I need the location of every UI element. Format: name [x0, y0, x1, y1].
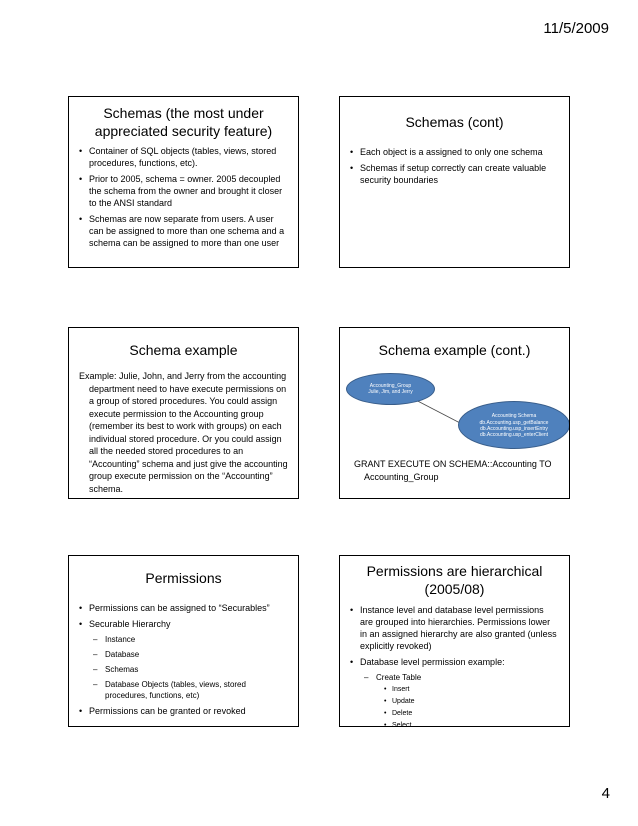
accounting-schema-ellipse — [458, 401, 570, 449]
schema-title: Accounting Schema — [491, 412, 537, 419]
slide-title: Schema example (cont.) — [378, 342, 531, 358]
sub-sub-bullet-item: • Select — [384, 721, 559, 727]
slide-permissions — [68, 555, 299, 727]
sub-bullet-item: – Database Objects (tables, views, stored procedures, functions, etc) — [87, 679, 288, 701]
page-number: 4 — [601, 785, 610, 802]
sub-sub-bullet-item: • Insert — [384, 685, 559, 695]
slide-schemas-cont — [339, 96, 570, 268]
handout-date: 11/5/2009 — [543, 20, 609, 37]
slide-title: Schemas (the most under appreciated security feature) — [94, 105, 273, 139]
bullet-item: • Permissions can be assigned to “Securables” — [79, 602, 288, 614]
bullet-item: • Each object is a assigned to only one schema — [350, 146, 559, 158]
sub-sub-bullet-item: • Delete — [384, 709, 559, 719]
slide-title: Schema example — [129, 342, 238, 358]
slide-title: Schemas (cont) — [405, 114, 504, 130]
schema-item: db.Accounting.usp_insertEntry — [480, 425, 548, 432]
bullet-list — [350, 604, 559, 727]
bullet-item: • Schemas are now separate from users. A user can be assigned to more than one schema and a schema can be assigned to more than one user — [79, 213, 288, 249]
bullet-item: • Prior to 2005, schema = owner. 2005 decoupled the schema from the owner and brought it closer to the ANSI standard — [79, 173, 288, 209]
slide-schema-example-cont — [339, 327, 570, 499]
bullet-item: • Securable Hierarchy — [79, 618, 288, 630]
group-title: Accounting_Group — [369, 383, 412, 389]
accounting-group-ellipse — [346, 373, 435, 405]
slide-schemas — [68, 96, 299, 268]
bullet-item: • Schemas if setup correctly can create valuable security boundaries — [350, 162, 559, 186]
sub-bullet-item: – Instance — [87, 634, 288, 645]
slide-title: Permissions are hierarchical (2005/08) — [366, 563, 543, 597]
schema-item: db.Accounting.usp_enterClient — [479, 431, 549, 438]
sub-sub-bullet-item: • Update — [384, 697, 559, 707]
example-paragraph: Example: Julie, John, and Jerry from the accounting department need to have execute permissions on a group of stored procedures. You could assign execute permission to the Accounting group (remember its best to work with groups) on each individual stored procedure. Or you could assign all the needed stored procedures to an “Accounting” schema and just give the accounting group execute permission on the “Accounting” schema. — [79, 371, 288, 494]
bullet-list — [79, 602, 288, 717]
sub-bullet-item: – Schemas — [87, 664, 288, 675]
schema-item: db.Accounting.usp_getBalance — [479, 419, 549, 426]
bullet-list — [79, 145, 288, 249]
bullet-list — [350, 146, 559, 186]
sub-bullet-item: – Database — [87, 649, 288, 660]
sub-bullet-item: – Create Table — [358, 672, 559, 683]
slide-schema-example — [68, 327, 299, 499]
slide-permissions-hierarchical — [339, 555, 570, 727]
bullet-item: • Database level permission example: — [350, 656, 559, 668]
grant-statement: GRANT EXECUTE ON SCHEMA::Accounting TO Accounting_Group — [354, 459, 552, 482]
bullet-item: • Permissions can be granted or revoked — [79, 705, 288, 717]
group-members: Julie, Jim, and Jerry — [368, 389, 413, 395]
bullet-item: • Instance level and database level permissions are grouped into hierarchies. Permissions lower in an assigned hierarchy are also granted (unless explicitly revoked) — [350, 604, 559, 652]
bullet-item: • Container of SQL objects (tables, views, stored procedures, functions, etc). — [79, 145, 288, 169]
slide-title: Permissions — [145, 570, 222, 586]
